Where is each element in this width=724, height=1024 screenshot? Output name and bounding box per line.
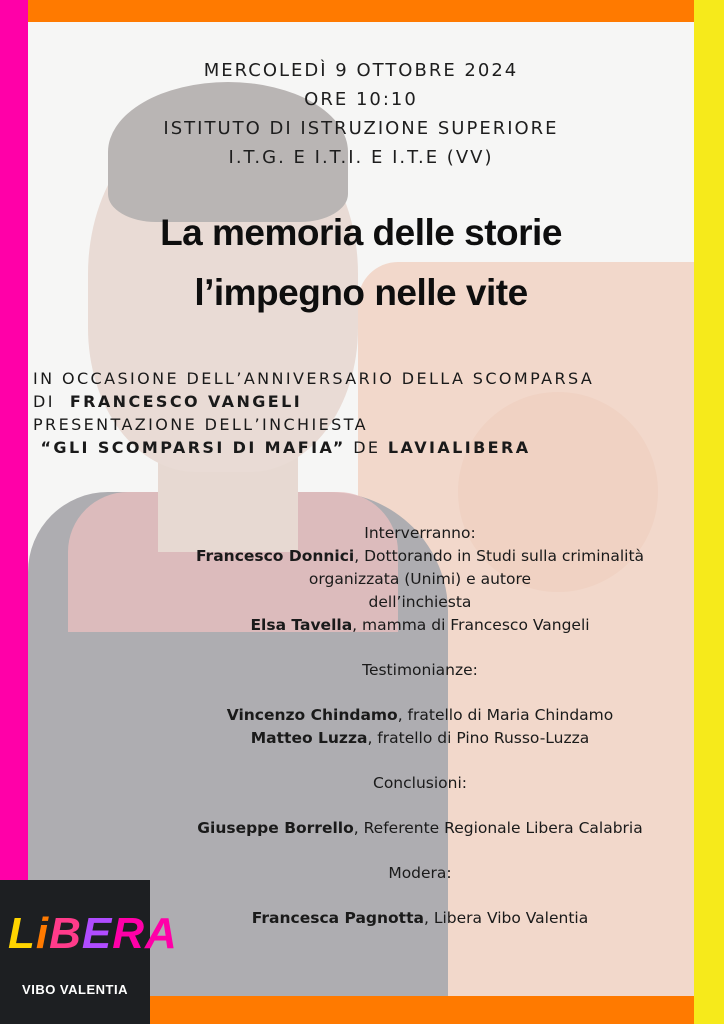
occasion-line-4: “GLI SCOMPARSI DI MAFIA” DE LAVIALIBERA: [40, 438, 531, 457]
speaker-1: Francesco Donnici, Dottorando in Studi sulla criminalità: [195, 547, 645, 565]
title-line-1: La memoria delle storie: [160, 212, 562, 253]
speaker-2: Elsa Tavella, mamma di Francesco Vangeli: [250, 616, 590, 634]
libera-wordmark: LiBERA: [8, 909, 178, 958]
program: [150, 522, 690, 930]
occasion-line-1: IN OCCASIONE DELL’ANNIVERSARIO DELLA SCOMPARSA: [33, 369, 595, 388]
occasion-line-2: DI FRANCESCO VANGELI: [33, 392, 303, 411]
speaker-1-role-cont: organizzata (Unimi) e autore: [308, 570, 532, 588]
event-venue-schools: I.T.G. E I.T.I. E I.T.E (VV): [228, 147, 494, 168]
witness-1: Vincenzo Chindamo, fratello di Maria Chindamo: [226, 706, 614, 724]
event-venue: ISTITUTO DI ISTRUZIONE SUPERIORE: [163, 118, 559, 139]
victim-name: FRANCESCO VANGELI: [69, 392, 303, 411]
speakers-heading: Interverranno:: [364, 524, 476, 542]
moderator: Francesca Pagnotta, Libera Vibo Valentia: [251, 909, 589, 927]
testimonies-heading: Testimonianze:: [362, 661, 478, 679]
event-time: ORE 10:10: [304, 89, 418, 110]
title-line-2: l’impegno nelle vite: [194, 272, 528, 313]
occasion-text: [33, 367, 693, 459]
moderator-heading: Modera:: [388, 864, 452, 882]
event-date: MERCOLEDÌ 9 OTTOBRE 2024: [203, 60, 519, 81]
poster-title: [28, 203, 694, 323]
event-info: [28, 56, 694, 172]
libera-logo: [0, 880, 178, 1024]
closer: Giuseppe Borrello, Referente Regionale Libera Calabria: [197, 819, 643, 837]
report-title: “GLI SCOMPARSI DI MAFIA”: [40, 438, 346, 457]
speaker-1-role-cont-2: dell’inchiesta: [368, 593, 472, 611]
occasion-line-3: PRESENTAZIONE DELL’INCHIESTA: [33, 415, 368, 434]
publisher-name: LAVIALIBERA: [387, 438, 531, 457]
logo-city: VIBO VALENTIA: [22, 982, 128, 997]
conclusions-heading: Conclusioni:: [373, 774, 467, 792]
witness-2: Matteo Luzza, fratello di Pino Russo-Luzza: [250, 729, 590, 747]
